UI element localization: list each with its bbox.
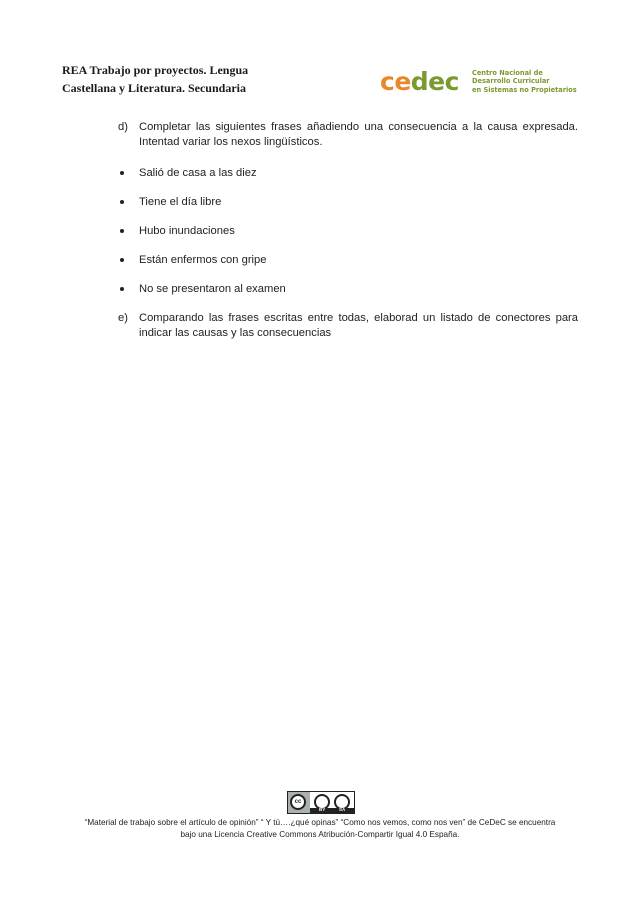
footer-line-2: bajo una Licencia Creative Commons Atribución-Compartir Igual 4.0 España.: [180, 830, 460, 839]
list-item: [118, 282, 578, 297]
logo-subtitle-line-3: en Sistemas no Propietarios: [472, 85, 577, 94]
badge-sa-label: SA: [339, 807, 346, 812]
list-item: [118, 253, 578, 268]
bullet-icon: [120, 258, 124, 262]
task-e: [118, 311, 578, 341]
license-footer: [60, 817, 580, 841]
bullet-icon: [120, 171, 124, 175]
bullet-icon: [120, 200, 124, 204]
cedec-logo-subtitle: [472, 69, 582, 94]
list-item-text: Salió de casa a las diez: [139, 167, 257, 179]
list-item: [118, 224, 578, 239]
task-d-text: Completar las siguientes frases añadiendo una consecuencia a la causa expresada. Intentad variar los nexos lingüísticos.: [139, 121, 578, 148]
list-item-text: No se presentaron al examen: [139, 283, 286, 295]
logo-word-part-green: dec: [410, 67, 459, 96]
logo-subtitle-line-1: Centro Nacional de: [472, 69, 543, 77]
bullet-icon: [120, 287, 124, 291]
cedec-logo-wordmark: [380, 68, 459, 96]
badge-by-label: BY: [319, 807, 326, 812]
footer-line-1: “Material de trabajo sobre el artículo de opinión” “ Y tú….¿qué opinas” “Como nos vemos, como nos ven” de CeDeC se encuentra: [84, 818, 556, 827]
list-item-text: Hubo inundaciones: [139, 225, 235, 237]
task-d: [118, 120, 578, 150]
logo-subtitle-line-2: Desarrollo Curricular: [472, 77, 550, 86]
header-title-line-2: Castellana y Literatura. Secundaria: [62, 81, 246, 95]
list-item-text: Están enfermos con gripe: [139, 254, 267, 266]
badge-label-strip: [310, 808, 354, 813]
main-content: [118, 120, 578, 341]
task-e-text: Comparando las frases escritas entre todas, elaborad un listado de conectores para indicar las causas y las consecuencias: [139, 312, 578, 339]
task-d-marker: d): [118, 121, 128, 133]
creative-commons-license-badge: [287, 791, 355, 814]
logo-word-part-orange: ce: [380, 67, 411, 96]
list-item: [118, 166, 578, 181]
bullet-icon: [120, 229, 124, 233]
header-title-line-1: REA Trabajo por proyectos. Lengua: [62, 63, 249, 77]
document-header-title: [62, 61, 302, 97]
list-item: [118, 195, 578, 210]
task-e-marker: e): [118, 312, 128, 324]
creative-commons-icon: cc: [290, 794, 306, 810]
list-item-text: Tiene el día libre: [139, 196, 222, 208]
